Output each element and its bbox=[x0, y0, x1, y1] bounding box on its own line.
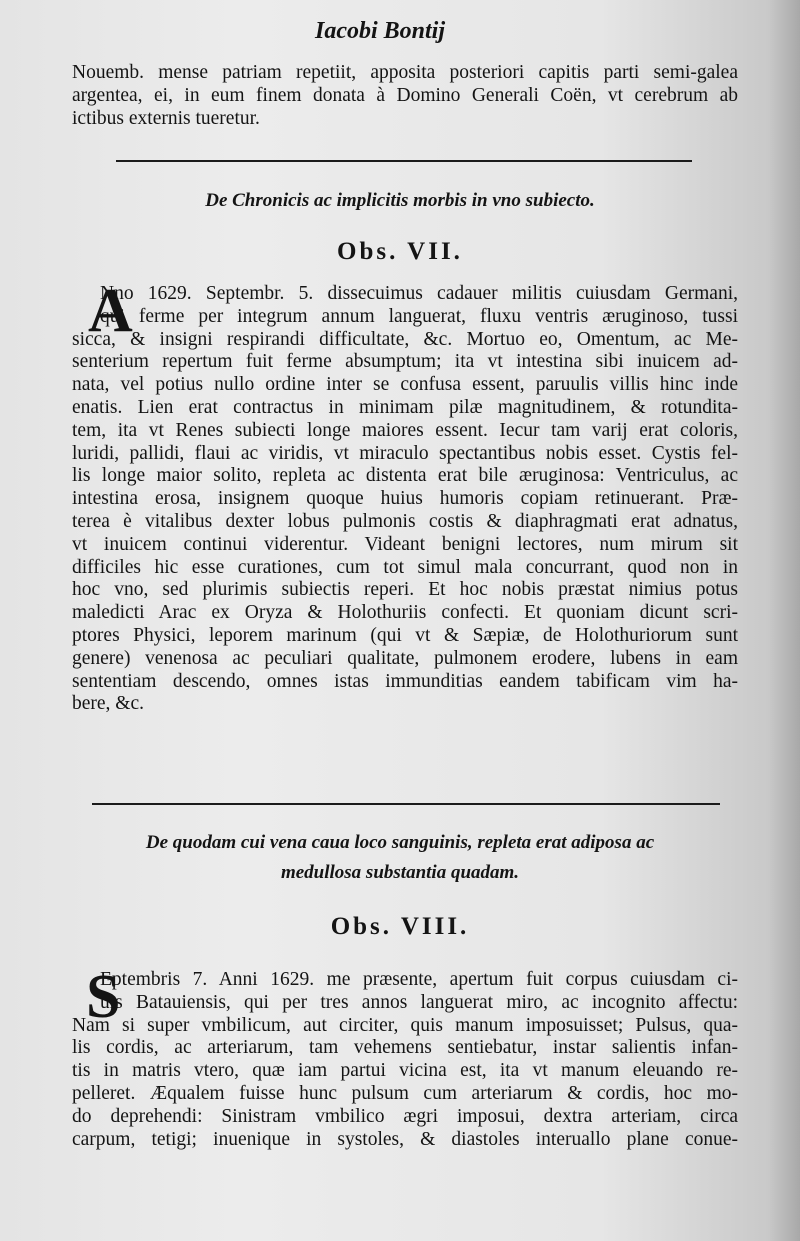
section-heading: De quodam cui vena caua loco sanguinis, repleta erat adiposa ac bbox=[145, 832, 655, 853]
text-line: lis cordis, ac arteriarum, tam vehemens sentiebatur, instar salientis infan- bbox=[72, 1037, 738, 1059]
text-line: do deprehendi: Sinistram vmbilico ægri imposui, dextra arteriam, circa bbox=[72, 1105, 738, 1127]
text-line: vt inuicem continui viderentur. Videant benigni lectores, num mirum sit bbox=[72, 533, 738, 555]
text-line: senterium repertum fuit ferme absumptum; ita vt intestina sibi inuicem ad- bbox=[72, 351, 738, 373]
text-line: Nno 1629. Septembr. 5. dissecuimus cadauer militis cuiusdam Germani, bbox=[100, 283, 738, 304]
text-line: carpum, tetigi; inuenique in systoles, & diastoles interuallo plane conue- bbox=[72, 1128, 738, 1150]
text-line: maledicti Arac ex Oryza & Holothuriis confecti. Et quoniam dicunt scri- bbox=[72, 602, 738, 624]
text-line: uis Batauiensis, qui per tres annos languerat miro, ac incognito affectu: bbox=[100, 991, 738, 1013]
observation-title: Obs. VII. bbox=[337, 238, 463, 265]
text-line: tis in matris vtero, quæ iam partui vicina est, ita vt manum eleuando re- bbox=[72, 1060, 738, 1082]
observation-text bbox=[72, 283, 738, 716]
section-divider bbox=[92, 803, 720, 805]
drop-cap: A bbox=[88, 277, 133, 345]
observation-title: Obs. VIII. bbox=[330, 913, 470, 940]
text-line: ictibus externis tueretur. bbox=[72, 107, 260, 129]
text-line: sententiam descendo, omnes istas immunditias eandem tabificam vim ha- bbox=[72, 670, 738, 692]
text-line: bere, &c. bbox=[72, 693, 145, 715]
running-head: Iacobi Bontij bbox=[314, 18, 446, 44]
text-line: tem, ita vt Renes subiecti longe maiores essent. Iecur tam varij erat coloris, bbox=[72, 419, 738, 441]
section-heading: De Chronicis ac implicitis morbis in vno subiecto. bbox=[205, 190, 595, 211]
text-line: Eptembris 7. Anni 1629. me præsente, apertum fuit corpus cuiusdam ci- bbox=[100, 969, 738, 990]
drop-cap: S bbox=[86, 963, 121, 1031]
text-line: luridi, pallidi, flaui ac viridis, vt miraculo spectantibus nobis esset. Cystis fel- bbox=[72, 442, 738, 464]
text-line: terea è vitalibus dexter lobus pulmonis costis & diaphragmati erat adnatus, bbox=[72, 510, 738, 532]
section-divider bbox=[116, 160, 692, 162]
text-line: ptores Physici, leporem marinum (qui vt & Sæpiæ, de Holothuriorum sunt bbox=[72, 624, 738, 646]
text-line: lis longe maior solito, repleta ac distenta erat bile æruginosa: Ventriculus, ac bbox=[72, 465, 738, 487]
text-line: qui ferme per integrum annum languerat, fluxu ventris æruginoso, tussi bbox=[100, 305, 738, 327]
text-line: Nam si super vmbilicum, aut circiter, quis manum imposuisset; Pulsus, qua- bbox=[72, 1014, 738, 1036]
text-line: argentea, ei, in eum finem donata à Domino Generali Coën, vt cerebrum ab bbox=[72, 84, 738, 106]
section-heading-continued: medullosa substantia quadam. bbox=[280, 862, 520, 883]
text-line: intestina erosa, insignem quoque huius humoris copiam retinuerant. Præ- bbox=[72, 488, 738, 510]
text-line: sicca, & insigni respirandi difficultate, &c. Mortuo eo, Omentum, ac Me- bbox=[72, 328, 738, 350]
text-line: nata, vel potius nullo ordine inter se confusa essent, paruulis villis hinc inde bbox=[72, 374, 738, 396]
observation-text bbox=[72, 969, 738, 1151]
text-line: enatis. Lien erat contractus in minimam pilæ magnitudinem, & rotundita- bbox=[72, 396, 738, 418]
text-line: hoc vno, sed plurimis subiectis reperi. Et hoc nobis præstat nimius potus bbox=[72, 579, 738, 601]
intro-paragraph bbox=[72, 62, 738, 130]
text-line: genere) venenosa ac peculiari qualitate, pulmonem erodere, lubens in eam bbox=[72, 647, 738, 669]
text-line: Nouemb. mense patriam repetiit, apposita posteriori capitis parti semi-galea bbox=[72, 62, 738, 83]
text-line: pelleret. Æqualem fuisse hunc pulsum cum arteriarum & cordis, hoc mo- bbox=[72, 1082, 738, 1104]
text-line: difficiles hic esse curationes, cum tot simul mala concurrant, quod non in bbox=[72, 556, 738, 578]
